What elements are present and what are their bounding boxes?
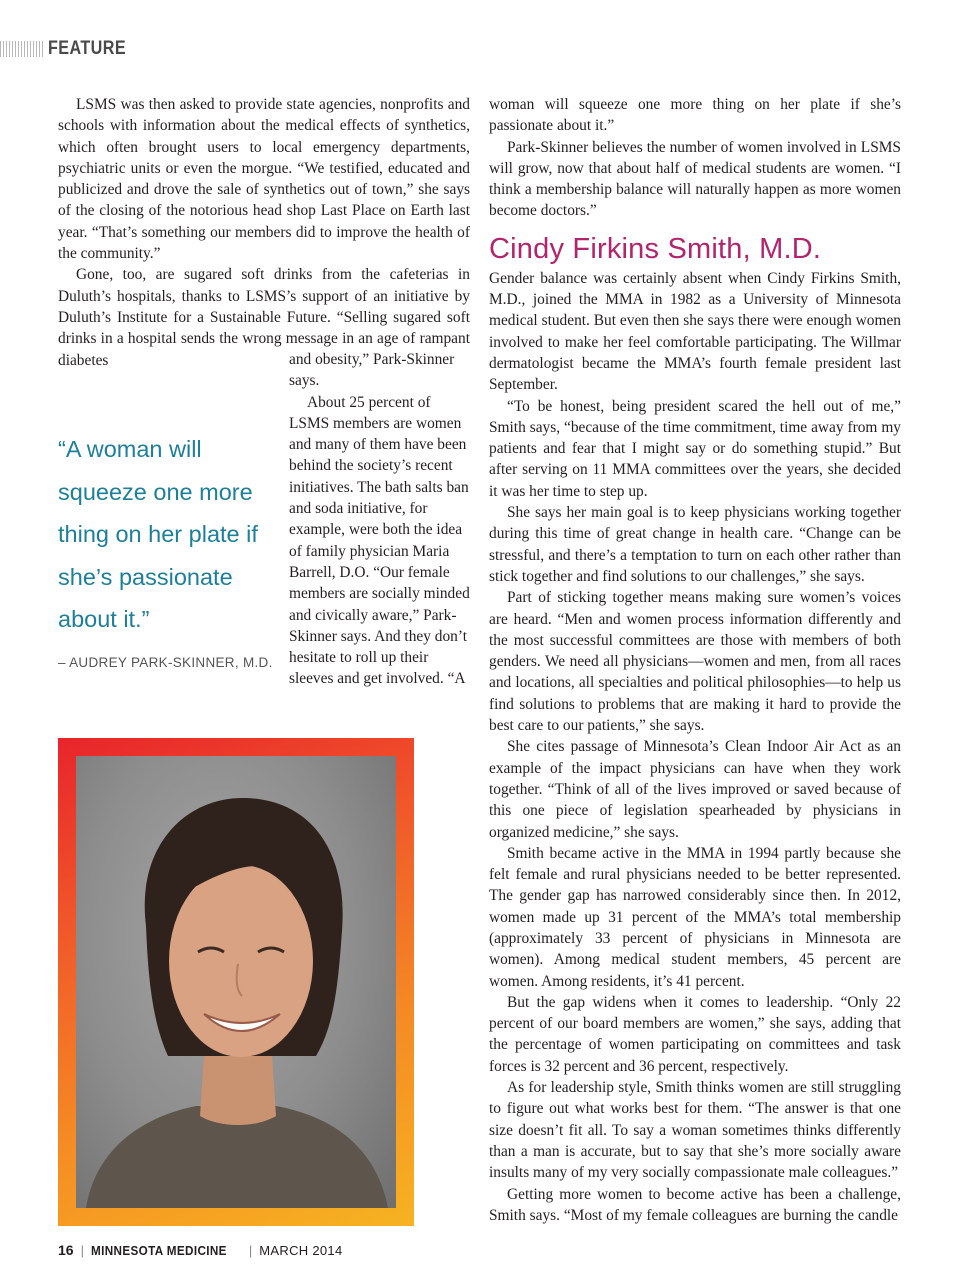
section-tag [0,36,140,62]
pull-quote-attribution: – AUDREY PARK-SKINNER, M.D. [58,654,273,670]
body-paragraph: Part of sticking together means making sure women’s voices are heard. “Men and women process information differently and the most successful committees are those with members of both genders. We need all physicians—women and men, from all races and locations, all specialties and political philosophies—to help us find solutions to problems that are making it hard to provide the best care to our patients,” she says. [489,589,901,735]
left-column-narrow [289,349,470,690]
body-paragraph: As for leadership style, Smith thinks women are still struggling to figure out what works best for them. “The answer is that one size doesn’t fit all. To say a woman sometimes thinks differently than a man is accurate, but to say that she’s more socially aware insults many of my very socially compassionate male colleagues.” [489,1079,901,1182]
body-paragraph: Gone, too, are sugared soft drinks from the cafeterias in Duluth’s hospitals, thanks to LSMS’s support of an initiative by Duluth’s Institute for a Sustainable Future. “Selling sugared soft drinks in a hospital sends the wrong message in an age of rampant diabetes [58,266,470,369]
portrait-photo [76,756,396,1208]
body-paragraph: Getting more women to become active has been a challenge, Smith says. “Most of my female colleagues are burning the candle [489,1185,901,1224]
body-paragraph: Smith became active in the MMA in 1994 partly because she felt female and rural physicians needed to be better represented. The gender gap has narrowed considerably since then. In 2012, women made up 31 percent of the MMA’s total membership (approximately 33 percent of physicians in Minnesota are women). Among medical student members, 45 percent are women. Among residents, it’s 41 percent. [489,844,901,990]
body-paragraph: “To be honest, being president scared the hell out of me,” Smith says, “because of the time commitment, time away from my patients and fear that I might say or do something stupid.” But after serving on 11 MMA committees over the years, she decided it was her time to step up. [489,397,901,500]
body-paragraph: She cites passage of Minnesota’s Clean Indoor Air Act as an example of the impact physicians can have when they work together. “Think of all of the lives improved or saved because of this one piece of legislation spearheaded by physicians in organized medicine,” she says. [489,738,901,841]
portrait-illustration [76,756,396,1208]
issue-date: MARCH 2014 [259,1242,343,1258]
section-label: FEATURE [48,38,127,59]
body-paragraph: About 25 percent of LSMS members are women and many of them have been behind the society’s recent initiatives. The bath salts ban and soda initiative, for example, were both the idea of family physician Maria Barrell, D.O. “Our female members are socially minded and civically aware,” Park-Skinner says. And they don’t hesitate to roll up their sleeves and get involved. “A [289,393,470,688]
section-tag-stripes [0,41,44,57]
body-paragraph: Park-Skinner believes the number of women involved in LSMS will grow, now that about half of medical students are women. “I think a membership balance will naturally happen as more women become doctors.” [489,138,901,220]
body-paragraph: and obesity,” Park-Skinner says. [289,351,455,390]
portrait-frame [58,738,414,1226]
pull-quote-text: “A woman will squeeze one more thing on her plate if she’s passionate about it.” [58,436,258,632]
body-paragraph: LSMS was then asked to provide state agencies, nonprofits and schools with information about the medical effects of synthetics, which often brought users to local emergency departments, psychiatric units or even the morgue. “We testified, educated and publicized and drove the sale of synthetics out of town,” she says of the closing of the notorious head shop Last Place on Earth last year. “That’s something our members did to improve the health of the community.” [58,96,470,263]
left-column-top [58,94,470,371]
body-paragraph: She says her main goal is to keep physicians working together during this time of great change in health care. “Change can be stressful, and there’s a temptation to turn on each other rather than stick together and find solutions to our challenges,” she says. [489,504,901,585]
body-paragraph: Gender balance was certainly absent when Cindy Firkins Smith, M.D., joined the MMA in 1982 as a University of Minnesota medical student. But even then she says there were enough women involved to make her feel comfortable participating. The Willmar dermatologist became the MMA’s fourth female president last September. [489,269,901,394]
magazine-title: MINNESOTA MEDICINE [90,1242,227,1258]
footer-separator: | [248,1242,253,1258]
pull-quote [58,428,278,670]
section-subhead: Cindy Firkins Smith, M.D. [489,232,822,265]
page-footer [58,1240,343,1260]
page-number: 16 [58,1242,74,1258]
footer-separator: | [80,1242,84,1258]
body-paragraph: But the gap widens when it comes to leadership. “Only 22 percent of our board members are women,” she says, adding that the percentage of women participating on committees and task forces is 32 percent and 36 percent, respectively. [489,993,901,1075]
body-paragraph: woman will squeeze one more thing on her plate if she’s passionate about it.” [489,96,901,135]
right-column [489,94,901,1226]
